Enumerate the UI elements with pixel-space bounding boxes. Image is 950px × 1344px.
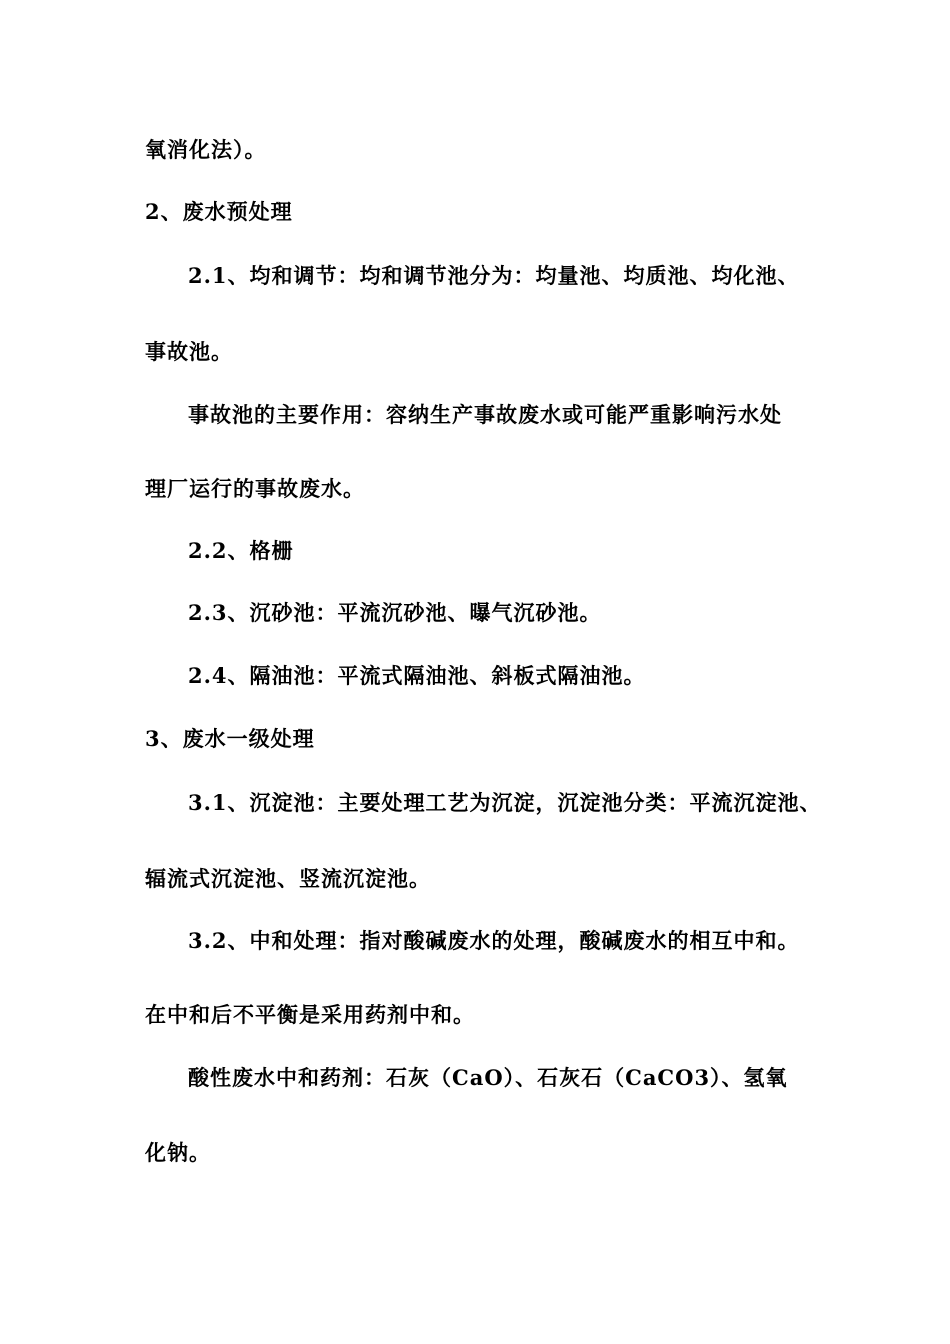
paragraph-line: 氧消化法）。	[145, 137, 267, 162]
subsection-heading: 2.2、格栅	[188, 538, 294, 563]
section-heading: 2、废水预处理	[145, 199, 293, 224]
paragraph-line: 理厂运行的事故废水。	[145, 476, 365, 501]
paragraph-line: 2.4、隔油池：平流式隔油池、斜板式隔油池。	[188, 663, 646, 688]
paragraph-line: 在中和后不平衡是采用药剂中和。	[145, 1002, 475, 1027]
paragraph-line: 3.2、中和处理：指对酸碱废水的处理，酸碱废水的相互中和。	[188, 928, 800, 953]
paragraph-line: 事故池的主要作用：容纳生产事故废水或可能严重影响污水处	[188, 402, 782, 427]
paragraph-line: 2.1、均和调节：均和调节池分为：均量池、均质池、均化池、	[188, 263, 800, 288]
paragraph-line: 辐流式沉淀池、竖流沉淀池。	[145, 866, 431, 891]
paragraph-line: 化钠。	[145, 1140, 211, 1165]
paragraph-line: 酸性废水中和药剂：石灰（CaO）、石灰石（CaCO3）、氢氧	[188, 1065, 788, 1090]
section-heading: 3、废水一级处理	[145, 726, 315, 751]
paragraph-line: 3.1、沉淀池：主要处理工艺为沉淀，沉淀池分类：平流沉淀池、	[188, 790, 822, 815]
paragraph-line: 事故池。	[145, 339, 233, 364]
paragraph-line: 2.3、沉砂池：平流沉砂池、曝气沉砂池。	[188, 600, 602, 625]
